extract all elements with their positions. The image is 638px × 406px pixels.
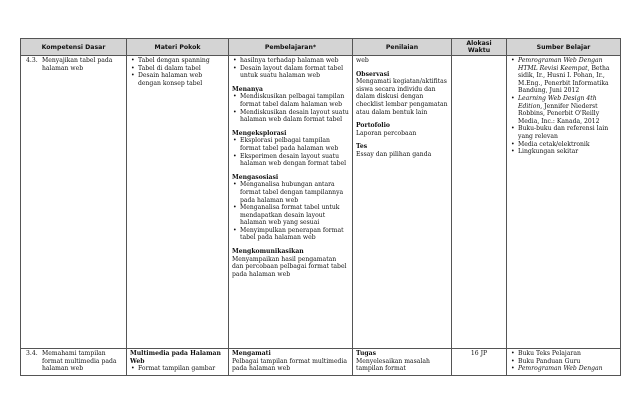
mengamati-heading: Mengamati <box>232 350 271 357</box>
cell-penilaian <box>353 56 452 349</box>
cell-kompetensi-dasar <box>21 56 127 349</box>
cell-sumber-belajar <box>507 56 621 349</box>
mengasosiasi-list <box>232 181 349 242</box>
list-item: • Format tampilan gambar <box>138 365 225 373</box>
mengeksplorasi-heading: Mengeksplorasi <box>232 129 287 137</box>
tes-text: Essay dan pilihan ganda <box>356 150 432 158</box>
kd-number: 3.4. <box>26 350 38 357</box>
source-title: Pemrograman Web Dengan HTML Revisi Keempat, <box>518 57 603 72</box>
portofolio-heading: Portofolio <box>356 122 390 130</box>
cell-alokasi-waktu <box>452 56 507 349</box>
table-row <box>21 349 621 376</box>
cell-alokasi-waktu: 16 JP <box>452 349 507 376</box>
observasi-text: Mengamati kegiatan/aktifitas siswa secara individu dan dalam diskusi dengan checklist lembar pengamatan atau dalam bentuk lain <box>356 78 448 116</box>
materi-list <box>130 57 225 87</box>
header-kompetensi-dasar: Kompetensi Dasar <box>21 39 127 56</box>
list-item: • Mendiskusikan pelbagai tampilan format tabel dalam halaman web <box>240 93 349 108</box>
list-item: • Eksplorasi pelbagai tampilan format tabel pada halaman web <box>240 137 349 152</box>
list-item: • Tabel di dalam tabel <box>138 65 225 73</box>
list-item: • Lingkungan sekitar <box>518 148 617 156</box>
header-alokasi-line2: Waktu <box>467 47 491 54</box>
kd-text: Memahami tampilan format multimedia pada halaman web <box>42 350 117 373</box>
list-item: • Buku Teks Pelajaran <box>518 350 617 358</box>
mengkomunikasikan-heading: Mengkomunikasikan <box>232 248 304 256</box>
mengeksplorasi-list <box>232 137 349 167</box>
kd-text: Menyajikan tabel pada halaman web <box>42 57 113 72</box>
tes-heading: Tes <box>356 143 368 151</box>
source-detail: Betha sidik, Ir., Husni I. Pohan, Ir., M.Eng., Penerbit Informatika Bandung, Juni 2012 <box>518 64 610 95</box>
penilaian-top-text: web <box>356 57 369 64</box>
sumber-list <box>510 350 617 373</box>
list-item: • Media cetak/elektronik <box>518 141 617 149</box>
list-item: • Menganalisa format tabel untuk mendapatkan desain layout halaman web yang sesuai <box>240 204 349 227</box>
menanya-heading: Menanya <box>232 85 263 93</box>
pembelajaran-top-list <box>232 57 349 80</box>
header-materi-pokok: Materi Pokok <box>127 39 229 56</box>
sumber-list <box>510 57 617 156</box>
list-item: • Buku Panduan Guru <box>518 358 617 366</box>
cell-materi-pokok <box>127 56 229 349</box>
list-item: • Buku-buku dan referensi lain yang relevan <box>518 125 617 140</box>
cell-pembelajaran <box>229 349 353 376</box>
materi-list <box>130 365 225 373</box>
kd-number: 4.3. <box>26 57 38 64</box>
cell-kompetensi-dasar <box>21 349 127 376</box>
menanya-list <box>232 93 349 123</box>
header-penilaian: Penilaian <box>353 39 452 56</box>
list-item: • Mendiskusikan desain layout suatu halaman web dalam format tabel <box>240 109 349 124</box>
mengkomunikasikan-text: Menyampaikan hasil pengamatan dan percobaan pelbagai format tabel pada halaman web <box>232 255 347 278</box>
list-item: • Tabel dengan spanning <box>138 57 225 65</box>
syllabus-table <box>20 38 621 376</box>
portofolio-text: Laporan percobaan <box>356 129 417 137</box>
table-row <box>21 56 621 349</box>
tugas-text: Menyelesaikan masalah tampilan format <box>356 357 430 373</box>
observasi-heading: Observasi <box>356 70 390 78</box>
list-item <box>518 95 617 125</box>
table-header-row <box>21 39 621 56</box>
cell-penilaian <box>353 349 452 376</box>
tugas-heading: Tugas <box>356 350 377 357</box>
header-pembelajaran: Pembelajaran* <box>229 39 353 56</box>
materi-heading: Multimedia pada Halaman Web <box>130 350 221 365</box>
list-item: • Pemrograman Web Dengan <box>518 365 617 373</box>
mengamati-text: Pelbagai tampilan format multimedia pada halaman web <box>232 357 348 373</box>
list-item <box>518 57 617 95</box>
mengasosiasi-heading: Mengasosiasi <box>232 173 279 181</box>
header-alokasi-line1: Alokasi <box>466 40 492 47</box>
source-title: Learning Web Design 4th Edition, <box>518 94 597 110</box>
cell-sumber-belajar <box>507 349 621 376</box>
list-item: • Menyimpulkan penerapan format tabel pada halaman web <box>240 227 349 242</box>
list-item: • hasilnya terhadap halaman web <box>240 57 349 65</box>
header-sumber-belajar: Sumber Belajar <box>507 39 621 56</box>
source-detail: Jennifer Niederst Robbins, Penerbit O'Reilly Media, Inc.: Kanada, 2012 <box>518 102 600 125</box>
header-alokasi-waktu <box>452 39 507 56</box>
cell-pembelajaran <box>229 56 353 349</box>
list-item: • Menganalisa hubungan antara format tabel dengan tampilannya pada halaman web <box>240 181 349 204</box>
list-item: • Desain halaman web dengan konsep tabel <box>138 72 225 87</box>
list-item: • Eksperimen desain layout suatu halaman web dengan format tabel <box>240 153 349 168</box>
list-item: • Desain layout dalam format tabel untuk suatu halaman web <box>240 65 349 80</box>
cell-materi-pokok <box>127 349 229 376</box>
